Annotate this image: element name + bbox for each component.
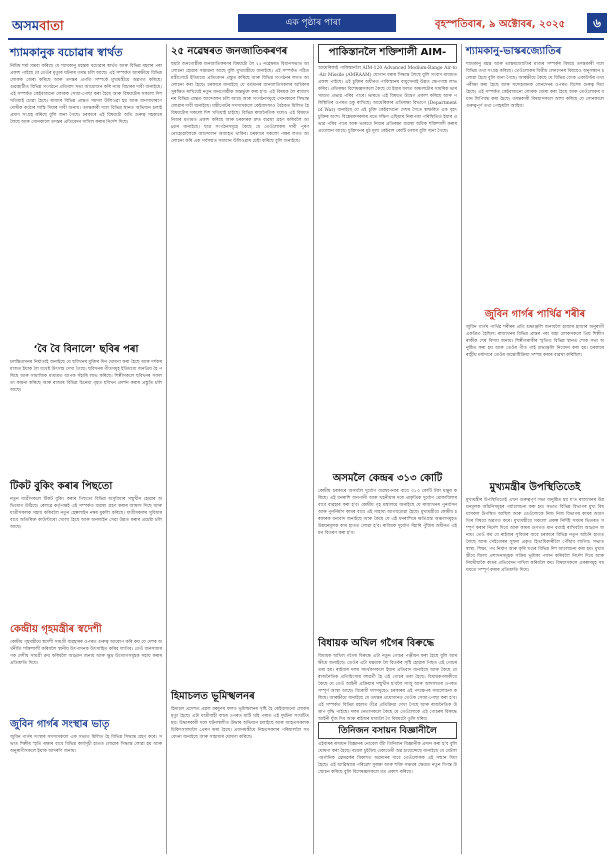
article-headline[interactable]: মুখ্যমন্ত্ৰীৰ উপস্থিতিতেই xyxy=(489,482,581,493)
column-3 xyxy=(318,44,457,856)
article-headline[interactable]: পাকিস্তানলৈ শক্তিশালী AIM- xyxy=(318,44,457,63)
column-divider xyxy=(166,44,167,854)
article-body: বিধায়ক অখিল গগৈৰ বিৰুদ্ধে এটা নতুন গোচৰ পঞ্জীয়ন কৰা হৈছে বুলি আৰক্ষীয়ে জনাইছে। তেওঁৰ এটা মন্তব্যক লৈ বিতৰ্কৰ সৃষ্টি হোৱাৰ পিছত এই গোচৰ তৰা হয়। ৰাইজৰ দলৰ সমৰ্থকসকলে ইয়াৰ প্ৰতিবাদ জনাইছে আৰু কৈছে যে ৰাজনৈতিক প্ৰতিহিংসাৰ বশৱৰ্তী হৈ এই গোচৰ তৰা হৈছে। বিধায়কগৰাকীয়ে কৈছে যে তেওঁ আইনী প্ৰক্ৰিয়াৰ সন্মুখীন হ'বলৈ সাজু আৰু আদালতৰ ওপৰত সম্পূৰ্ণ আস্থা আছে। বিৰোধী দলসমূহেও চৰকাৰৰ এই পদক্ষেপৰ সমালোচনা কৰিছে। আৰক্ষীয়ে জনাইছে যে তদন্তৰ প্ৰয়োজনত তেওঁক সোধা-পোছা কৰা হ'ব। এই সম্পৰ্কত বিভিন্ন মহলত তীব্ৰ প্ৰতিক্ৰিয়া দেখা গৈছে আৰু ৰাজনৈতিক উত্তাপ বৃদ্ধি পাইছে। দলৰ নেতাসকলে কৈছে যে তেওঁলোকে এই গোচৰৰ বিৰুদ্ধে আইনী যুঁজ দিব আৰু ৰাইজৰ মাজলৈ গৈ বিষয়টো তুলি ধৰিব। xyxy=(318,654,457,722)
masthead xyxy=(0,0,610,40)
article-headline[interactable]: তিনিজন বসায়ন বিজ্ঞানীলৈ xyxy=(318,722,457,739)
article-body: শ্যামকানু মহন্ত আৰু ভাস্কৰজ্যোতিৰ মাজৰ সম্পৰ্কৰ বিষয়ে তদন্তকাৰী দলে বিভিন্ন তথ্য সংগ্ৰহ কৰিছে। তেওঁলোকৰ বিত্তীয় লেনদেনৰ বিষয়েও অনুসন্ধান চলোৱা হৈছে বুলি জনা গৈছে। আৰক্ষীয়ে কৈছে যে বিভিন্ন বেংক একাউণ্টৰ তথ্য পৰীক্ষা কৰা হৈছে আৰু সন্দেহজনক লেনদেনৰ ওপৰত বিশেষ গুৰুত্ব দিয়া হৈছে। এই সম্পৰ্কত কেইবাজনো লোকক জেৰা কৰা হৈছে আৰু তেওঁলোকৰ বয়ান লিপিবদ্ধ কৰা হৈছে। তদন্তকাৰী বিষয়াসকলে আশা কৰিছে যে সোনকালে গুৰুত্বপূৰ্ণ তথ্য পোহৰলৈ আহিব। xyxy=(466,62,604,109)
article-body: নিমিষ শৰ্মা মন্তব্য কৰিছে যে শ্যামকানু মহন্তক বচোৱাৰ স্বাৰ্থত আৰু বিভিন্ন মহলৰ পৰা প্ৰকাশ পাইছে যে তেওঁৰ মৃত্যুৰ ঘটনাৰ তদন্ত চলি আছে। এই সম্পৰ্কত আৰক্ষীয়ে বিভিন্ন লোকক জেৰা কৰিছে আৰু তদন্তৰ প্ৰগতি সম্পৰ্কে মুখ্যমন্ত্ৰীয়ে অৱগত কৰিছে। গুৱাহাটীত বিভিন্ন সংগঠনে প্ৰতিবাদ সভা আয়োজন কৰি ন্যায় বিচাৰৰ দাবী জনাইছে। এই সম্পৰ্কত কেইবাজনো লোকক সোধা-পোছা কৰা হৈছে আৰু বিষয়টোৰ সকলো দিশ খতিয়াই চোৱা হৈছে। ৰাজ্যৰ বিভিন্ন প্ৰান্তত সমদল উলিওৱা হয় আৰু জনসাধাৰণে দোষীক কঠোৰ শাস্তি দিয়াৰ দাবী জনায়। তদন্তকাৰী দলে বিভিন্ন স্থানত অভিযান চলাই প্ৰমাণ সংগ্ৰহ কৰিছে বুলি জনা গৈছে। চৰকাৰে এই বিষয়টো অতি গুৰুত্ব সহকাৰে লৈছে আৰু সোনকালে তদন্তৰ প্ৰতিবেদন দাখিল কৰাৰ নিৰ্দেশ দিছে। xyxy=(10,64,162,125)
newspaper-logo[interactable] xyxy=(12,17,64,38)
column-divider xyxy=(313,44,314,854)
article-headline[interactable]: শ্যামকানু-ভাস্কৰজ্যোতিৰ xyxy=(466,46,562,57)
article-headline[interactable]: জুবিন গাৰ্গৰ সংস্থাৰ ভাতৃ xyxy=(10,719,110,730)
article-headline[interactable]: কেন্দ্ৰীয় গৃহমন্ত্ৰীৰ স্বদেশী xyxy=(10,624,102,635)
logo-left: অসম xyxy=(12,19,40,34)
column-divider xyxy=(461,44,462,854)
article-headline[interactable]: বিধায়ক অখিল গগৈৰ বিৰুদ্ধে xyxy=(318,638,435,649)
article-body: আমেৰিকাই পাকিস্তানলৈ AIM-120 Advanced Medium-Range Air-to-Air Missile (AMRAAM) যোগান ধৰাৰ সিদ্ধান্ত লৈছে বুলি সংবাদ মাধ্যমত প্ৰকাশ পাইছে। এই চুক্তিৰ অধীনত পাকিস্তানৰ বায়ুসেনাই উন্নত ক্ষেপণাস্ত্ৰ লাভ কৰিব। প্ৰতিৰক্ষা বিশেষজ্ঞসকলে কৈছে যে ইয়াৰ ফলত অঞ্চলটোৰ সামৰিক ভাৰসাম্যত প্ৰভাৱ পৰিব পাৰে। ভাৰতে এই বিষয়ত উদ্বেগ প্ৰকাশ কৰিছে আৰু পৰিস্থিতিৰ ওপৰত চকু ৰাখিছে। আমেৰিকাৰ প্ৰতিৰক্ষা বিভাগে (Department of War) জনাইছে যে এই চুক্তি কেইবাখনো দেশৰ সৈতে স্বাক্ষৰিত এক বৃহৎ চুক্তিৰ অংশ। বিশ্লেষকসকলৰ মতে দক্ষিণ এছিয়াৰ নিৰাপত্তা পৰিস্থিতিত ইয়াৰ প্ৰভাৱ পৰিব পাৰে আৰু ভাৰতে নিজৰ প্ৰতিৰক্ষা ব্যৱস্থা অধিক শক্তিশালী কৰাৰ প্ৰয়োজন আছে। চুক্তিখনৰ মুঠ মূল্য কেইবাশ কোটি ডলাৰ বুলি জনা গৈছে। xyxy=(318,66,457,134)
article-body: জুবিন গাৰ্গৰ সংস্থাৰ সদস্যসকলে এক সভাত মিলিত হৈ বিভিন্ন সিদ্ধান্ত গ্ৰহণ কৰে। সভাত শিল্পীৰ স্মৃতি ৰক্ষাৰ বাবে বিভিন্ন কাৰ্যসূচী হাতত লোৱাৰ সিদ্ধান্ত লোৱা হয় আৰু অনুৰাগীসকলে ইয়াক আদৰণি জনায়। xyxy=(10,735,162,754)
article-body: হিমাচল প্ৰদেশত প্ৰৱল বৰষুণৰ ফলত ভূমিস্খলনৰ সৃষ্টি হৈ কেইবাজনো লোকৰ মৃত্যু হৈছে। এটা যাত্ৰীবাহী বাছৰ ওপৰত মাটি খহি পৰাত এই দুৰ্ঘটনা সংঘটিত হয়। উদ্ধাৰকাৰী দলে ঘটনাস্থলীত উদ্ধাৰ অভিযান চলাইছে আৰু আহতসকলক চিকিৎসালয়লৈ প্ৰেৰণ কৰা হৈছে। প্ৰধানমন্ত্ৰীয়ে নিহতসকলৰ পৰিয়াললৈ সমবেদনা জনাইছে আৰু সাহায্যৰ ঘোষণা কৰিছে। xyxy=(171,707,309,740)
article-body: চলচ্চিত্ৰখনৰ নিৰ্মাতাই জনাইছে যে ছবিখনৰ মুক্তিৰ দিন ঘোষণা কৰা হৈছে আৰু দৰ্শকৰ মাজত ইয়াক লৈ যথেষ্ট উৎসাহ দেখা গৈছে। ছবিখনৰ গীতসমূহ ইতিমধ্যে জনপ্ৰিয় হৈ পৰিছে আৰু সামাজিক মাধ্যমত ব্যাপক সঁহাৰি লাভ কৰিছে। শিল্পীসকলে ছবিখনৰ সফলতা কামনা কৰিছে আৰু ৰাজ্যৰ বিভিন্ন চিনেমা গৃহত ছবিখন প্ৰদৰ্শন কৰাৰ প্ৰস্তুতি চলি আছে। xyxy=(10,360,162,393)
article-body: কেন্দ্ৰীয় চৰকাৰে অসমলৈ দুৰ্যোগ ব্যৱস্থাপনাৰ বাবে ৩১৩ কোটি টকা মঞ্জুৰ কৰিছে। এই ধনৰাশি বানপানী আৰু খহনীয়াৰ দৰে প্ৰাকৃতিক দুৰ্যোগ মোকাবিলাৰ বাবে ব্যৱহাৰ কৰা হ'ব। কেন্দ্ৰীয় গৃহ মন্ত্ৰালয়ে জনাইছে যে ৰাজ্যখনৰ পুনৰ্বাসন আৰু পুনৰ্নিৰ্মাণ কামৰ বাবে এই সাহায্য আগবঢ়োৱা হৈছে। মুখ্যমন্ত্ৰীয়ে কেন্দ্ৰীয় চৰকাৰক ধন্যবাদ জনাইছে আৰু কৈছে যে এই ধনৰাশিৰে ক্ষতিগ্ৰস্ত অঞ্চলসমূহত উন্নয়নমূলক কাম হাতত লোৱা হ'ব। ৰাজ্যিক দুৰ্যোগ সঁহাৰি পুঁজিৰ অধীনত এই ধন বিতৰণ কৰা হ'ব। xyxy=(318,489,457,536)
page-number: ৬ xyxy=(587,13,607,33)
article-headline[interactable]: জুবিন গাৰ্গৰ পাৰ্থিৱ শৰীৰ xyxy=(484,309,586,320)
article-body: কেন্দ্ৰীয় গৃহমন্ত্ৰীয়ে স্বদেশী সামগ্ৰী ব্যৱহাৰৰ ওপৰত গুৰুত্ব আৰোপ কৰি কয় যে দেশৰ অৰ্থনীতি শক্তিশালী কৰিবলৈ স্থানীয় উৎপাদনক উৎসাহিত কৰিব লাগিব। তেওঁ জনসাধাৰণক দেশীয় সামগ্ৰী ক্ৰয় কৰিবলৈ আহ্বান জনায় আৰু ক্ষুদ্ৰ উদ্যোগসমূহক সহায় কৰাৰ প্ৰতিশ্ৰুতি দিয়ে। xyxy=(10,640,162,666)
ribbon-tail xyxy=(388,14,396,32)
section-ribbon: এক পৃষ্ঠাৰ পাৰা xyxy=(238,14,388,32)
article-headline[interactable]: হিমাচলত ভূমিস্খলনৰ xyxy=(171,691,255,702)
header-rule xyxy=(8,38,604,40)
logo-right: বাতা xyxy=(39,19,64,34)
article-body: নতুন যাত্ৰীসকলে টিকট বুকিং কৰাৰ পিছতো বিভিন্ন অসুবিধাৰ সন্মুখীন হোৱাৰ অভিযোগ উঠিছে। ৰেলৱে কৰ্তৃপক্ষই এই সম্পৰ্কত ব্যৱস্থা গ্ৰহণ কৰাৰ আশ্বাস দিছে আৰু যাত্ৰীসকলক সহায় কৰিবলৈ নতুন হেল্পলাইন নম্বৰ মুকলি কৰিছে। যাত্ৰীসকলৰ সুবিধাৰ বাবে অতিৰিক্ত কাউণ্টাৰো খোলা হৈছে আৰু অনলাইন সেৱা উন্নত কৰাৰ প্ৰচেষ্টা চলি আছে। xyxy=(10,497,162,530)
article-headline[interactable]: শ্যামকানুক বচোৱাৰ স্বাৰ্থত xyxy=(10,46,123,59)
article-headline[interactable]: অসমলৈ কেন্দ্ৰৰ ৩১৩ কোটি xyxy=(332,473,443,484)
article-headline[interactable]: টিকট বুকিং কৰাৰ পিছতো xyxy=(10,481,113,492)
article-headline[interactable]: ‘বৈ বৈ বিনালে’ ছবিৰ পৰা xyxy=(33,344,139,355)
article-body: জুবিন গাৰ্গৰ পাৰ্থিৱ শৰীৰৰ প্ৰতি শ্ৰদ্ধাঞ্জলি জনাবলৈ হাজাৰ হাজাৰ অনুৰাগী একত্ৰিত হৈছিল। ৰাজ্যখনৰ বিভিন্ন প্ৰান্তৰ পৰা অহা লোকসকলে প্ৰিয় শিল্পীগৰাকীক শেষ বিদায় জনায়। শিল্পীগৰাকীৰ স্মৃতিত বিভিন্ন স্থানত শোক সভা অনুষ্ঠিত কৰা হয় আৰু তেওঁৰ গীত গাই শ্ৰদ্ধাঞ্জলি নিবেদন কৰা হয়। চৰকাৰে ৰাষ্ট্ৰীয় মৰ্যাদাৰে তেওঁৰ অন্ত্যেষ্টিক্ৰিয়া সম্পন্ন কৰাৰ ব্যৱস্থা কৰিছিল। xyxy=(466,325,604,358)
article-body: ছয়টা জনগোষ্ঠীক জনজাতিকৰণৰ বিষয়টো লৈ ২৫ নৱেম্বৰত বিধানসভাত আলোচনা হোৱাৰ সম্ভাৱনা আছে বুলি মুখ্যমন্ত্ৰীয়ে জনাইছে। এই সম্পৰ্কত গঠিত মন্ত্ৰীগোটে ইতিমধ্যে প্ৰতিবেদন প্ৰস্তুত কৰিছে আৰু বিভিন্ন সংগঠনৰ লগত আলোচনা কৰা হৈছে। চৰকাৰে জনাইছে যে বৰ্তমানৰ জনজাতিসকলৰ অধিকাৰ সুৰক্ষিত ৰাখিয়েই নতুন জনগোষ্ঠীক অন্তৰ্ভুক্ত কৰা হ'ব। এই বিষয়ক লৈ ৰাজ্যখনৰ বিভিন্ন প্ৰান্তত আন্দোলন চলি আছে আৰু সংগঠনসমূহে সোনকালে সিদ্ধান্ত লোৱাৰ দাবী জনাইছে। মন্ত্ৰীগোটৰ সদস্যসকলে কেইবাদফাও বৈঠকত মিলিত হৈ বিষয়টোৰ সকলো দিশ খতিয়াই চাইছে। বিভিন্ন ৰাজনৈতিক দলেও এই বিষয়ত নিজৰ মতামত প্ৰকাশ কৰিছে আৰু চৰকাৰক দ্ৰুত ব্যৱস্থা গ্ৰহণ কৰিবলৈ আহ্বান জনাইছে। ছাত্ৰ সংগঠনসমূহে কৈছে যে তেওঁলোকৰ দাবী পূৰণ নোহোৱালৈকে আন্দোলন অব্যাহত থাকিব। চৰকাৰে সকলো পক্ষৰ লগত আলোচনা কৰি এক সৰ্বসন্মত সমাধান উলিওৱাৰ চেষ্টা কৰিছে বুলি জনাইছে। xyxy=(171,62,309,144)
article-body: এইবাৰৰ ৰসায়ন বিজ্ঞানৰ নোবেল বঁটা তিনিজন বিজ্ঞানীক প্ৰদান কৰা হ'ব বুলি ঘোষণা কৰা হৈছে। ৰয়েল চুইডিছ একাডেমী অৱ চায়েন্সেছে জনাইছে যে মেটাল-অৰ্গানিক ফ্ৰেমৱৰ্কৰ বিকাশত অৱদানৰ বাবে তেওঁলোকক এই সন্মান দিয়া হৈছে। এই আৱিষ্কাৰে পৰিৱেশ সুৰক্ষা আৰু শক্তি সঞ্চয়ৰ ক্ষেত্ৰত নতুন দিগন্ত উন্মোচন কৰিছে বুলি বিশেষজ্ঞসকলে মত প্ৰকাশ কৰিছে। xyxy=(318,742,457,775)
column-2 xyxy=(171,44,309,856)
article-headline[interactable]: ২৫ নৱেম্বৰত জনজাতিকৰণৰ xyxy=(171,46,288,57)
column-4 xyxy=(466,44,604,856)
article-body: মুখ্যমন্ত্ৰীৰ উপস্থিতিতেই এখন গুৰুত্বপূৰ্ণ সভা অনুষ্ঠিত হয় য'ত ৰাজ্যখনৰ উন্নয়নমূলক আঁচনিসমূহৰ পৰ্যালোচনা কৰা হয়। সভাত বিভিন্ন বিভাগৰ মুখ্য বিষয়াসকল উপস্থিত আছিল আৰু তেওঁলোকে নিজ নিজ বিভাগৰ কামৰ অগ্ৰগতিৰ বিষয়ে অৱগত কৰে। মুখ্যমন্ত্ৰীয়ে সকলো প্ৰকল্প নিৰ্দিষ্ট সময়ৰ ভিতৰত সম্পূৰ্ণ কৰাৰ নিৰ্দেশ দিয়ে আৰু কামৰ গুণগত মান বজাই ৰাখিবলৈ আহ্বান জনায়। তেওঁ কয় যে ৰাইজৰ সুবিধাৰ বাবে চৰকাৰে বিভিন্ন নতুন আঁচনি হাতত লৈছে আৰু সেইবোৰৰ সুফল প্ৰকৃত হিতাধিকাৰীলৈ পৌঁছাব লাগিব। সভাত স্বাস্থ্য, শিক্ষা, পথ নিৰ্মাণ আৰু কৃষি খণ্ডৰ বিভিন্ন দিশ আলোচনা কৰা হয়। মুখ্যমন্ত্ৰীয়ে জিলা প্ৰশাসনসমূহক সক্ৰিয় ভূমিকা পালন কৰিবলৈ নিৰ্দেশ দিয়ে আৰু নিয়মীয়াকৈ কামৰ প্ৰতিবেদন দাখিল কৰিবলৈ কয়। বিষয়াসকলে প্ৰকল্পসমূহ সময়মতে সম্পূৰ্ণ কৰাৰ প্ৰতিশ্ৰুতি দিয়ে। xyxy=(466,498,604,573)
dateline: বৃহস্পতিবাৰ, ৯ অক্টোবৰ, ২০২৫ xyxy=(435,19,566,30)
column-1 xyxy=(10,44,162,856)
